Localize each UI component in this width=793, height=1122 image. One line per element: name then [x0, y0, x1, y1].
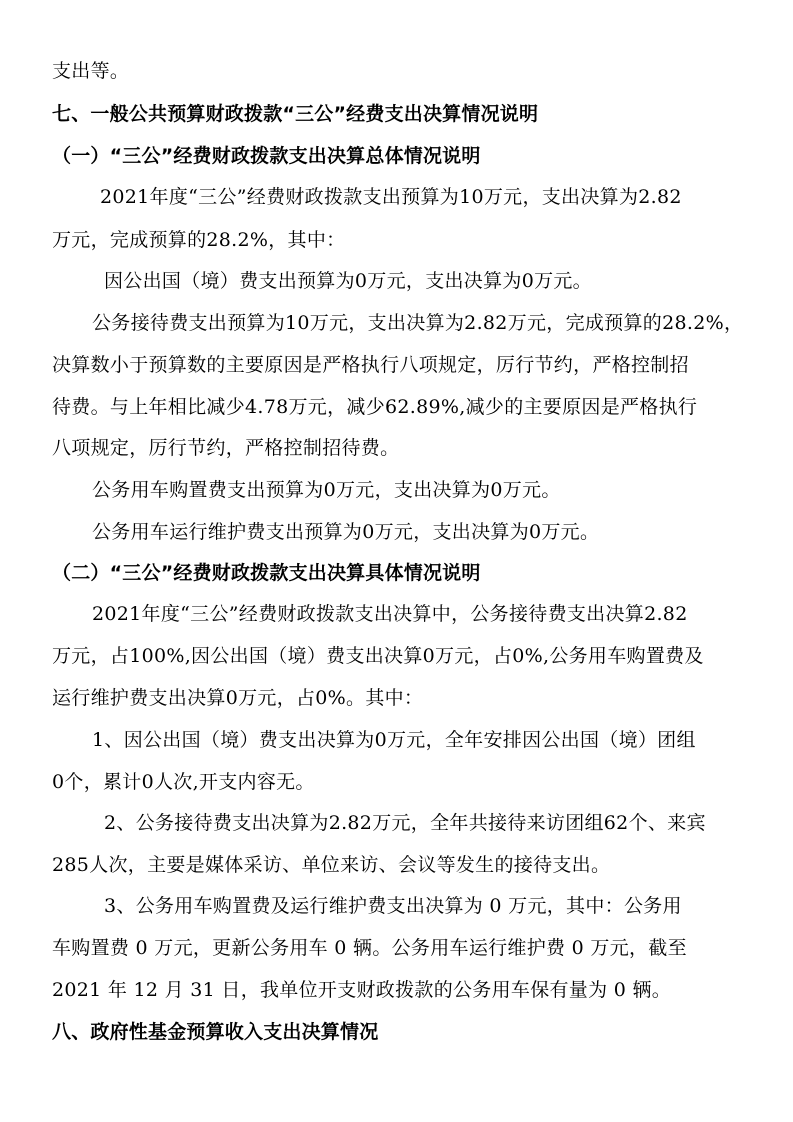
paragraph-line: 公务用车运行维护费支出预算为0万元，支出决算为0万元。 — [92, 521, 600, 543]
paragraph-line: 1、因公出国（境）费支出决算为0万元，全年安排因公出国（境）团组 — [92, 729, 696, 751]
paragraph-line: 因公出国（境）费支出预算为0万元，支出决算为0万元。 — [104, 270, 592, 292]
paragraph-line: 车购置费 0 万元，更新公务用车 0 辆。公务用车运行维护费 0 万元，截至 — [52, 937, 687, 959]
paragraph-line: 公务用车购置费支出预算为0万元，支出决算为0万元。 — [92, 479, 561, 501]
paragraph-line: 2、公务接待费支出决算为2.82万元，全年共接待来访团组62个、来宾 — [104, 812, 706, 834]
subsection-heading-1: （一）“三公”经费财政拨款支出决算总体情况说明 — [52, 145, 481, 167]
paragraph-line: 运行维护费支出决算0万元，占0%。其中： — [52, 687, 424, 709]
section-heading-8: 八、政府性基金预算收入支出决算情况 — [52, 1021, 379, 1043]
paragraph-line: 决算数小于预算数的主要原因是严格执行八项规定，厉行节约，严格控制招 — [52, 354, 689, 376]
paragraph-line: 285人次，主要是媒体采访、单位来访、会议等发生的接待支出。 — [52, 854, 611, 876]
paragraph-line: 待费。与上年相比减少4.78万元，减少62.89%,减少的主要原因是严格执行 — [52, 396, 698, 418]
paragraph-line: 支出等。 — [52, 60, 130, 82]
paragraph-line: 2021 年 12 月 31 日，我单位开支财政拨款的公务用车保有量为 0 辆。 — [52, 979, 672, 1001]
paragraph-line: 2021年度“三公”经费财政拨款支出预算为10万元，支出决算为2.82 — [100, 186, 682, 208]
paragraph-line: 万元，占100%,因公出国（境）费支出决算0万元，占0%,公务用车购置费及 — [52, 645, 704, 667]
paragraph-line: 0个，累计0人次,开支内容无。 — [52, 771, 315, 793]
section-heading-7: 七、一般公共预算财政拨款“三公”经费支出决算情况说明 — [52, 103, 539, 125]
paragraph-line: 3、公务用车购置费及运行维护费支出决算为 0 万元，其中：公务用 — [104, 895, 682, 917]
subsection-heading-2: （二）“三公”经费财政拨款支出决算具体情况说明 — [52, 562, 481, 584]
paragraph-line: 2021年度“三公”经费财政拨款支出决算中，公务接待费支出决算2.82 — [92, 603, 688, 625]
paragraph-line: 万元，完成预算的28.2%，其中： — [52, 229, 346, 251]
paragraph-line: 公务接待费支出预算为10万元，支出决算为2.82万元，完成预算的28.2%， — [92, 312, 744, 334]
paragraph-line: 八项规定，厉行节约，严格控制招待费。 — [52, 437, 400, 459]
